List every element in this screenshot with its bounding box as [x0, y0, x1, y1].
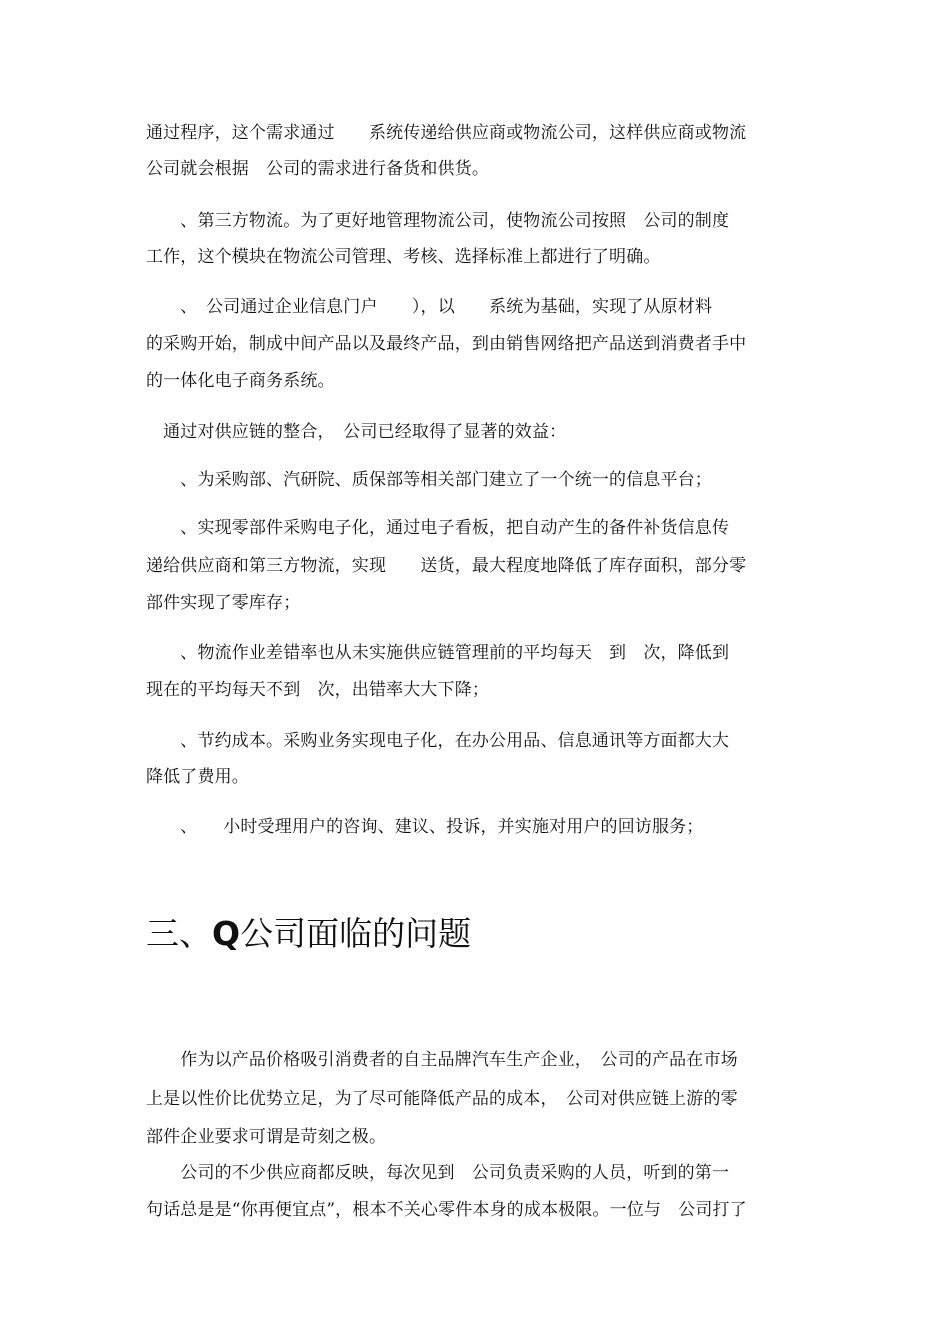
text-line: 降低了费用。 — [146, 767, 249, 787]
section-heading — [146, 912, 810, 956]
section-heading-letter: Q — [212, 914, 241, 953]
text-line: 的采购开始，制成中间产品以及最终产品，到由销售网络把产品送到消费者手中 — [146, 334, 747, 354]
text-line: 、为采购部、汽研院、质保部等相关部门建立了一个统一的信息平台； — [146, 470, 712, 490]
text-line: 上是以性价比优势立足，为了尽可能降低产品的成本， 公司对供应链上游的零 — [146, 1089, 738, 1109]
text-line: 的一体化电子商务系统。 — [146, 371, 335, 391]
text-line: 、物流作业差错率也从未实施供应链管理前的平均每天 到 次，降低到 — [146, 643, 730, 663]
text-line: 、第三方物流。为了更好地管理物流公司，使物流公司按照 公司的制度 — [146, 211, 730, 231]
text-line: 部件企业要求可谓是苛刻之极。 — [146, 1127, 387, 1147]
text-line: 现在的平均每天不到 次，出错率大大下降； — [146, 680, 489, 700]
text-line: 公司的不少供应商都反映，每次见到 公司负责采购的人员，听到的第一 — [146, 1163, 730, 1183]
text-line: 公司就会根据 公司的需求进行备货和供货。 — [146, 159, 489, 179]
text-line: 工作，这个模块在物流公司管理、考核、选择标准上都进行了明确。 — [146, 247, 661, 267]
section-heading-suffix: 公司面临的问题 — [240, 914, 472, 953]
text-line: 、 公司通过企业信息门户 ），以 系统为基础，实现了从原材料 — [146, 297, 713, 317]
text-line: 、 小时受理用户的咨询、建议、投诉，并实施对用户的回访服务； — [146, 817, 704, 837]
section-heading-prefix: 三、 — [146, 914, 212, 953]
text-line: 递给供应商和第三方物流，实现 送货，最大程度地降低了库存面积，部分零 — [146, 556, 747, 576]
text-line: 、实现零部件采购电子化，通过电子看板，把自动产生的备件补货信息传 — [146, 518, 730, 538]
text-line: 通过程序，这个需求通过 系统传递给供应商或物流公司，这样供应商或物流 — [146, 123, 747, 143]
text-line: 部件实现了零库存； — [146, 593, 301, 613]
text-line: 句话总是是“你再便宜点”，根本不关心零件本身的成本极限。一位与 公司打了 — [146, 1200, 747, 1220]
text-line: 作为以产品价格吸引消费者的自主品牌汽车生产企业， 公司的产品在市场 — [146, 1050, 738, 1070]
text-line: 通过对供应链的整合， 公司已经取得了显著的效益： — [146, 422, 567, 442]
text-line: 、节约成本。采购业务实现电子化，在办公用品、信息通讯等方面都大大 — [146, 731, 730, 751]
